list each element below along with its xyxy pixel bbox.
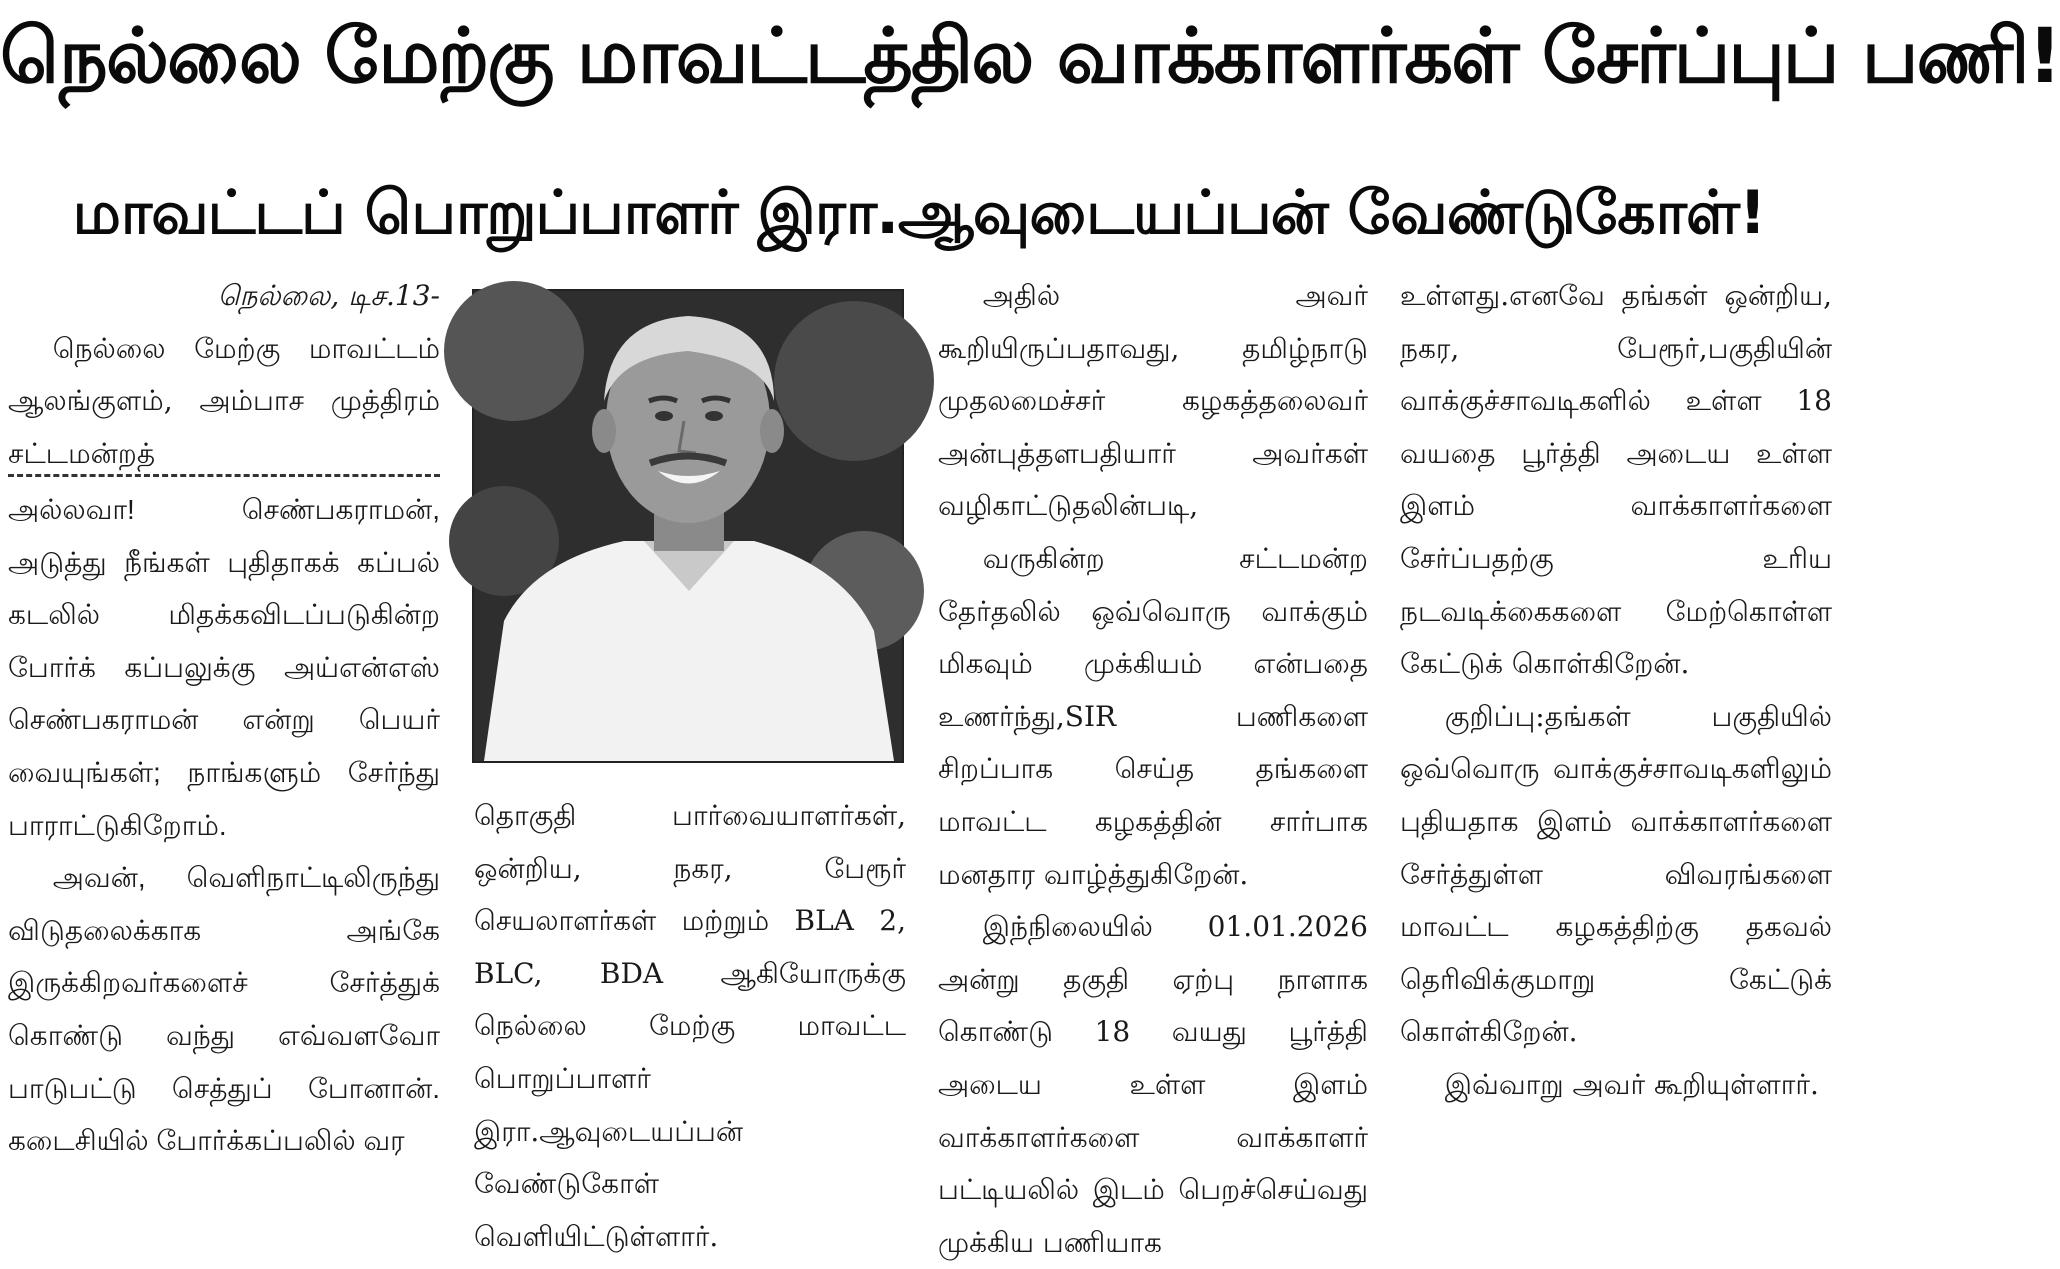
adjacent-article-column [8,484,440,1157]
article-paragraph: தொகுதி பார்வையாளர்கள், ஒன்றிய, நகர, பேரூர் செயலாளர்கள் மற்றும் BLA 2, BLC, BDA ஆகியோருக்கு நெல்லை மேற்கு மாவட்ட பொறுப்பாளர் இரா.ஆவுடையப்பன் வேண்டுகோள் வெளியிட்டுள்ளார். [474,799,906,1253]
article-paragraph: உள்ளது.எனவே தங்கள் ஒன்றிய, நகர, பேரூர்,பகுதியின் வாக்குச்சாவடிகளில் உள்ள 18 வயதை பூர்த்தி அடைய உள்ள இளம் வாக்காளர்களை சேர்ப்பதற்கு உரிய நடவடிக்கைகளை மேற்கொள்ள கேட்டுக் கொள்கிறேன். [1400,279,1832,681]
article-paragraph: வருகின்ற சட்டமன்ற தேர்தலில் ஒவ்வொரு வாக்கும் மிகவும் முக்கியம் என்பதை உணர்ந்து,SIR பணிகளை சிறப்பாக செய்த தங்களை மாவட்ட கழகத்தின் சார்பாக மனதார வாழ்த்துகிறேன். [938,541,1368,891]
article-column-4 [1400,270,1832,1146]
dateline: நெல்லை, டிச.13- [217,279,440,312]
adjacent-article-paragraph: அவன், வெளிநாட்டிலிருந்து விடுதலைக்காக அங்கே இருக்கிறவர்களைச் சேர்த்துக் கொண்டு வந்து எவ்வளவோ பாடுபட்டு செத்துப் போனான். கடைசியில் போர்க்கப்பலில் வர [8,862,440,1157]
article-column-3 [938,270,1368,1259]
article-column-1 [8,270,440,470]
adjacent-article-paragraph: அல்லவா! செண்பகராமன், அடுத்து நீங்கள் புதிதாகக் கப்பல் கடலில் மிதக்கவிடப்படுகின்ற போர்க் கப்பலுக்கு அய்என்எஸ் செண்பகராமன் என்று பெயர் வையுங்கள்; நாங்களும் சேர்ந்து பாராட்டுகிறோம். [8,494,440,841]
article-separator-dashed [8,474,440,477]
subheadline: மாவட்டப் பொறுப்பாளர் இரா.ஆவுடையப்பன் வேண்டுகோள்! [72,178,1766,248]
portrait-illustration [474,291,902,761]
article-column-2 [474,790,906,1253]
article-paragraph: இந்நிலையில் 01.01.2026 அன்று தகுதி ஏற்பு நாளாக கொண்டு 18 வயது பூர்த்தி அடைய உள்ள இளம் வாக்காளர்களை வாக்காளர் பட்டியலில் இடம் பெறச்செய்வது முக்கிய பணியாக [938,910,1368,1259]
article-paragraph: இவ்வாறு அவர் கூறியுள்ளார். [1444,1067,1819,1101]
article-paragraph: அதில் அவர் கூறியிருப்பதாவது, தமிழ்நாடு முதலமைச்சர் கழகத்தலைவர் அன்புத்தளபதியார் அவர்கள் வழிகாட்டுதலின்படி, [938,279,1368,523]
portrait-photo [472,289,904,763]
article-paragraph: குறிப்பு:தங்கள் பகுதியில் ஒவ்வொரு வாக்குச்சாவடிகளிலும் புதியதாக இளம் வாக்காளர்களை சேர்த்துள்ள விவரங்களை மாவட்ட கழகத்திற்கு தகவல் தெரிவிக்குமாறு கேட்டுக் கொள்கிறேன். [1400,699,1832,1049]
headline: நெல்லை மேற்கு மாவட்டத்தில வாக்காளர்கள் சேர்ப்புப் பணி! [0,11,2060,100]
article-paragraph: நெல்லை மேற்கு மாவட்டம் ஆலங்குளம், அம்பாச முத்திரம் சட்டமன்றத் [8,331,440,470]
